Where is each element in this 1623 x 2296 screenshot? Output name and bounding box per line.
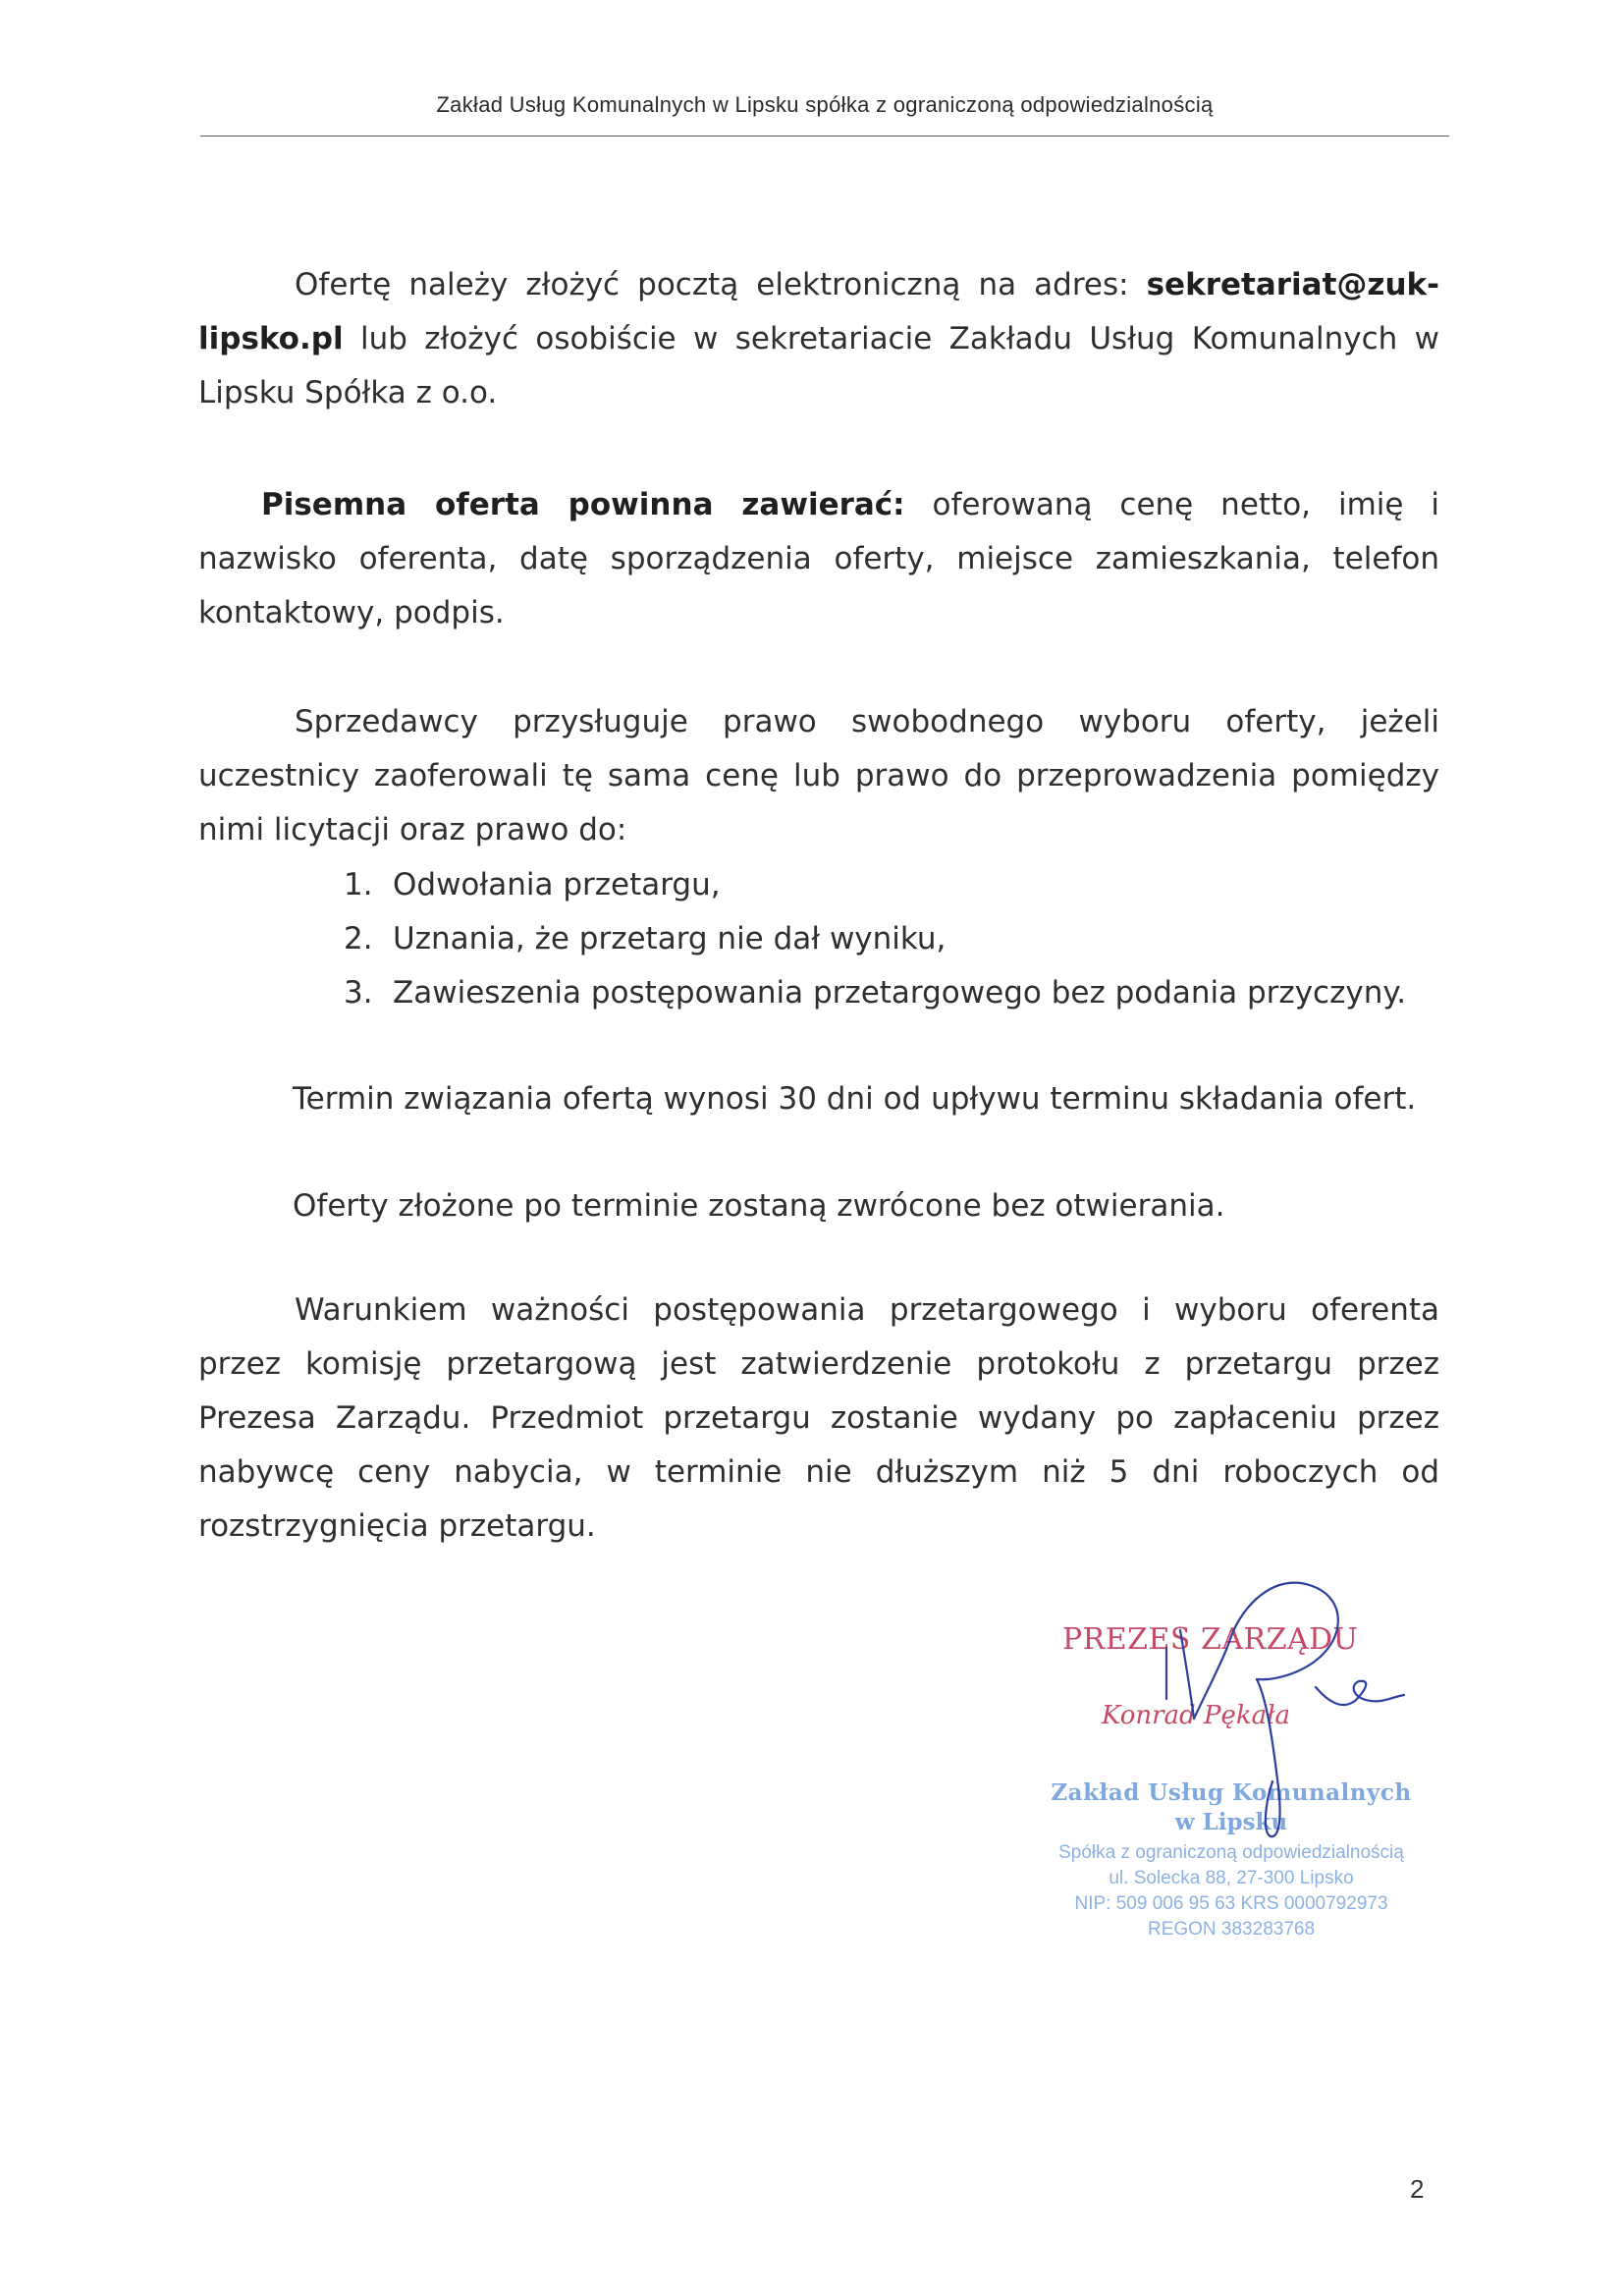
letterhead-company-name: Zakład Usług Komunalnych w Lipsku spółka z ograniczoną odpowiedzialnością <box>436 92 1214 117</box>
paragraph-validity-conditions <box>198 1284 1439 1554</box>
company-stamp-line-2: w Lipsku <box>1174 1809 1288 1835</box>
letterhead-divider <box>200 136 1449 137</box>
company-stamp-ids: NIP: 509 006 95 63 KRS 0000792973 <box>1074 1893 1388 1914</box>
list-item-number: 2. <box>344 921 373 957</box>
company-stamp-line-1: Zakład Usług Komunalnych <box>1051 1779 1412 1806</box>
list-item-number: 3. <box>344 975 373 1011</box>
paragraph-offer-contents <box>198 478 1439 640</box>
stamp-title: PREZES ZARZĄDU <box>1062 1622 1359 1657</box>
rights-list <box>344 858 1473 1020</box>
seller-rights-text: Sprzedawcy przysługuje prawo swobodnego wyboru oferty, jeżeli uczestnicy zaoferowali tę sama cenę lub prawo do przeprowadzenia pomiędzy nimi licytacji oraz prawo do: <box>198 704 1439 847</box>
list-item <box>344 858 1473 912</box>
handwritten-signature <box>1021 1571 1434 1964</box>
company-stamp-line-3: Spółka z ograniczoną odpowiedzialnością <box>1058 1842 1404 1863</box>
paragraph-submission-text-b: lub złożyć osobiście w sekretariacie Zakładu Usług Komunalnych w Lipsku Spółka z o.o. <box>198 321 1439 410</box>
paragraph-late-offers: Oferty złożone po terminie zostaną zwrócone bez otwierania. <box>293 1188 1225 1224</box>
page-number: 2 <box>1410 2174 1425 2204</box>
stamp-name: Konrad Pękała <box>1102 1701 1291 1730</box>
list-item-text: Uznania, że przetarg nie dał wyniku, <box>393 921 947 957</box>
list-item <box>344 966 1473 1020</box>
validity-conditions-text: Warunkiem ważności postępowania przetargowego i wyboru oferenta przez komisję przetargową jest zatwierdzenie protokołu z przetargu przez Prezesa Zarządu. Przedmiot przetargu zostanie wydany po zapłaceniu przez nabywcę ceny nabycia, w terminie nie dłuższym niż 5 dni roboczych od rozstrzygnięcia przetargu. <box>198 1292 1439 1544</box>
paragraph-submission <box>198 258 1439 420</box>
list-item-text: Odwołania przetargu, <box>393 867 721 902</box>
paragraph-submission-text-a: Ofertę należy złożyć pocztą elektroniczną na adres: <box>295 267 1147 302</box>
list-item-number: 1. <box>344 867 373 902</box>
company-stamp-regon: REGON 383283768 <box>1147 1919 1316 1940</box>
company-stamp-address: ul. Solecka 88, 27-300 Lipsko <box>1109 1868 1354 1888</box>
list-item <box>344 912 1473 966</box>
list-item-text: Zawieszenia postępowania przetargowego bez podania przyczyny. <box>393 975 1407 1011</box>
paragraph-seller-rights <box>198 695 1439 857</box>
offer-contents-heading: Pisemna oferta powinna zawierać: <box>261 487 905 522</box>
signature-stamp-block <box>1021 1571 1434 1964</box>
offer-contents-text: oferowaną cenę netto, imię i nazwisko oferenta, datę sporządzenia oferty, miejsce zamieszkania, telefon kontaktowy, podpis. <box>198 487 1439 630</box>
email-address: sekretariat@zuk-lipsko.pl <box>198 267 1439 356</box>
paragraph-binding-period: Termin związania ofertą wynosi 30 dni od upływu terminu składania ofert. <box>293 1081 1417 1117</box>
